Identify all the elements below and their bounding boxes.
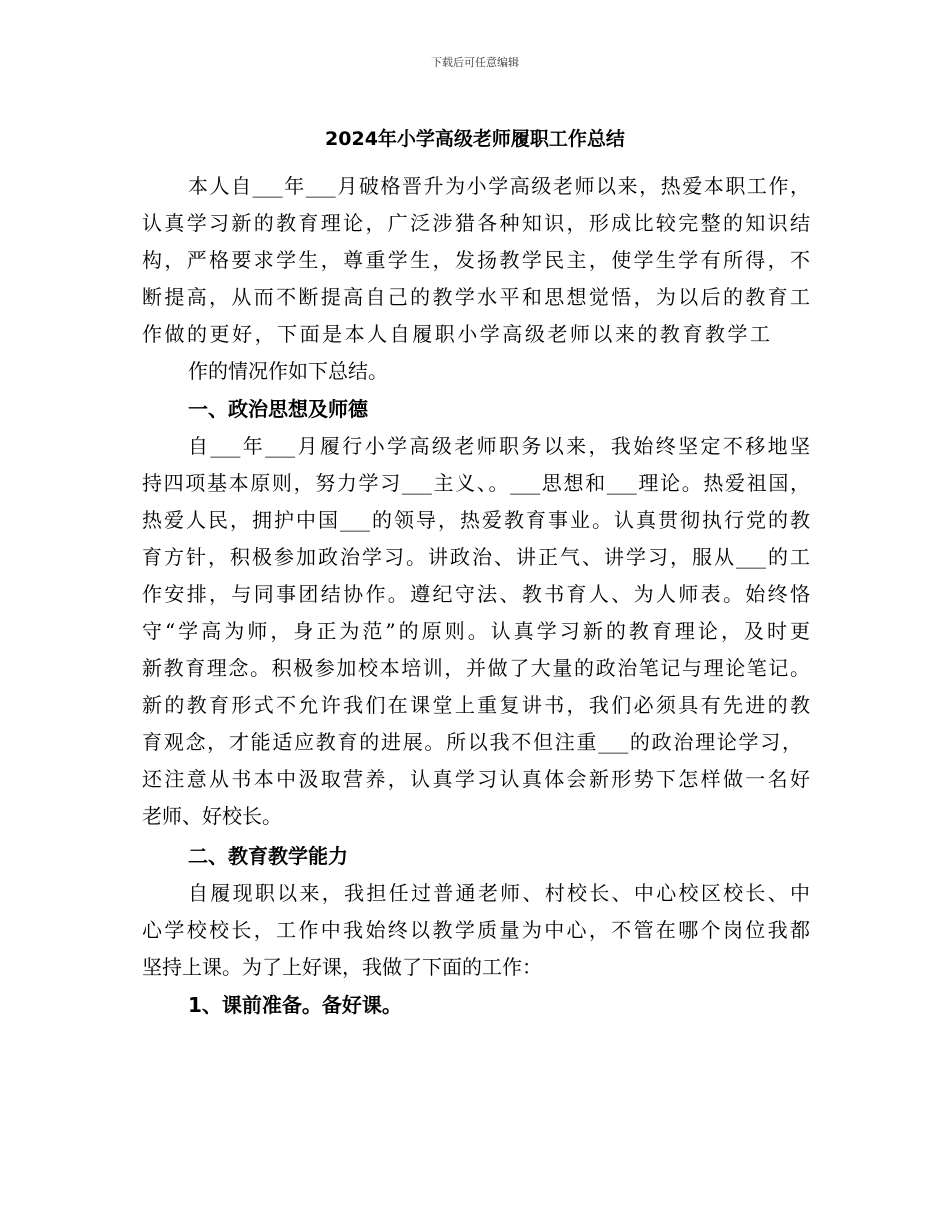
- intro-line-2: 认真学习新的教育理论，广泛涉猎各种知识，形成比较完整的知识结: [142, 211, 810, 235]
- intro-line-1: 本人自___年___月破格晋升为小学高级老师以来，热爱本职工作，: [188, 174, 810, 198]
- intro-line-3: 构，严格要求学生，尊重学生，发扬教学民主，使学生学有所得，不: [142, 248, 810, 272]
- section1-line-9: 育观念，才能适应教育的进展。所以我不但注重___的政治理论学习，: [142, 730, 802, 754]
- page-header: 下载后可任意编辑: [431, 56, 519, 69]
- section1-line-7: 新教育理念。积极参加校本培训，并做了大量的政治笔记与理论笔记。: [142, 656, 810, 680]
- subheading-lesson-prep: 1、课前准备。备好课。: [188, 993, 402, 1017]
- document-title: 2024年小学高级老师履职工作总结: [325, 128, 625, 150]
- section1-line-4: 育方针，积极参加政治学习。讲政治、讲正气、讲学习，服从___的工: [142, 545, 810, 569]
- section1-line-1: 自___年___月履行小学高级老师职务以来，我始终坚定不移地坚: [188, 434, 810, 458]
- section1-line-2: 持四项基本原则，努力学习___主义、。___思想和___理论。热爱祖国，: [142, 471, 810, 495]
- section2-line-1: 自履现职以来，我担任过普通老师、村校长、中心校区校长、中: [188, 881, 810, 905]
- intro-line-6: 作的情况作如下总结。: [188, 359, 388, 383]
- section2-line-3: 坚持上课。为了上好课，我做了下面的工作：: [142, 955, 542, 979]
- section1-line-10: 还注意从书本中汲取营养，认真学习认真体会新形势下怎样做一名好: [142, 767, 810, 791]
- section1-line-3: 热爱人民，拥护中国___的领导，热爱教育事业。认真贯彻执行党的教: [142, 508, 810, 532]
- section2-line-2: 心学校校长，工作中我始终以教学质量为中心，不管在哪个岗位我都: [142, 918, 810, 942]
- intro-line-4: 断提高，从而不断提高自己的教学水平和思想觉悟，为以后的教育工: [142, 285, 810, 309]
- section1-line-5: 作安排，与同事团结协作。遵纪守法、教书育人、为人师表。始终恪: [142, 582, 810, 606]
- section-heading-politics: 一、政治思想及师德: [188, 397, 368, 421]
- intro-line-5: 作做的更好，下面是本人自履职小学高级老师以来的教育教学工: [142, 322, 770, 346]
- section-heading-teaching: 二、教育教学能力: [188, 844, 348, 868]
- section1-line-6: 守“学高为师，身正为范”的原则。认真学习新的教育理论，及时更: [142, 619, 810, 643]
- section1-line-11: 老师、好校长。: [142, 804, 282, 828]
- section1-line-8: 新的教育形式不允许我们在课堂上重复讲书，我们必须具有先进的教: [142, 693, 810, 717]
